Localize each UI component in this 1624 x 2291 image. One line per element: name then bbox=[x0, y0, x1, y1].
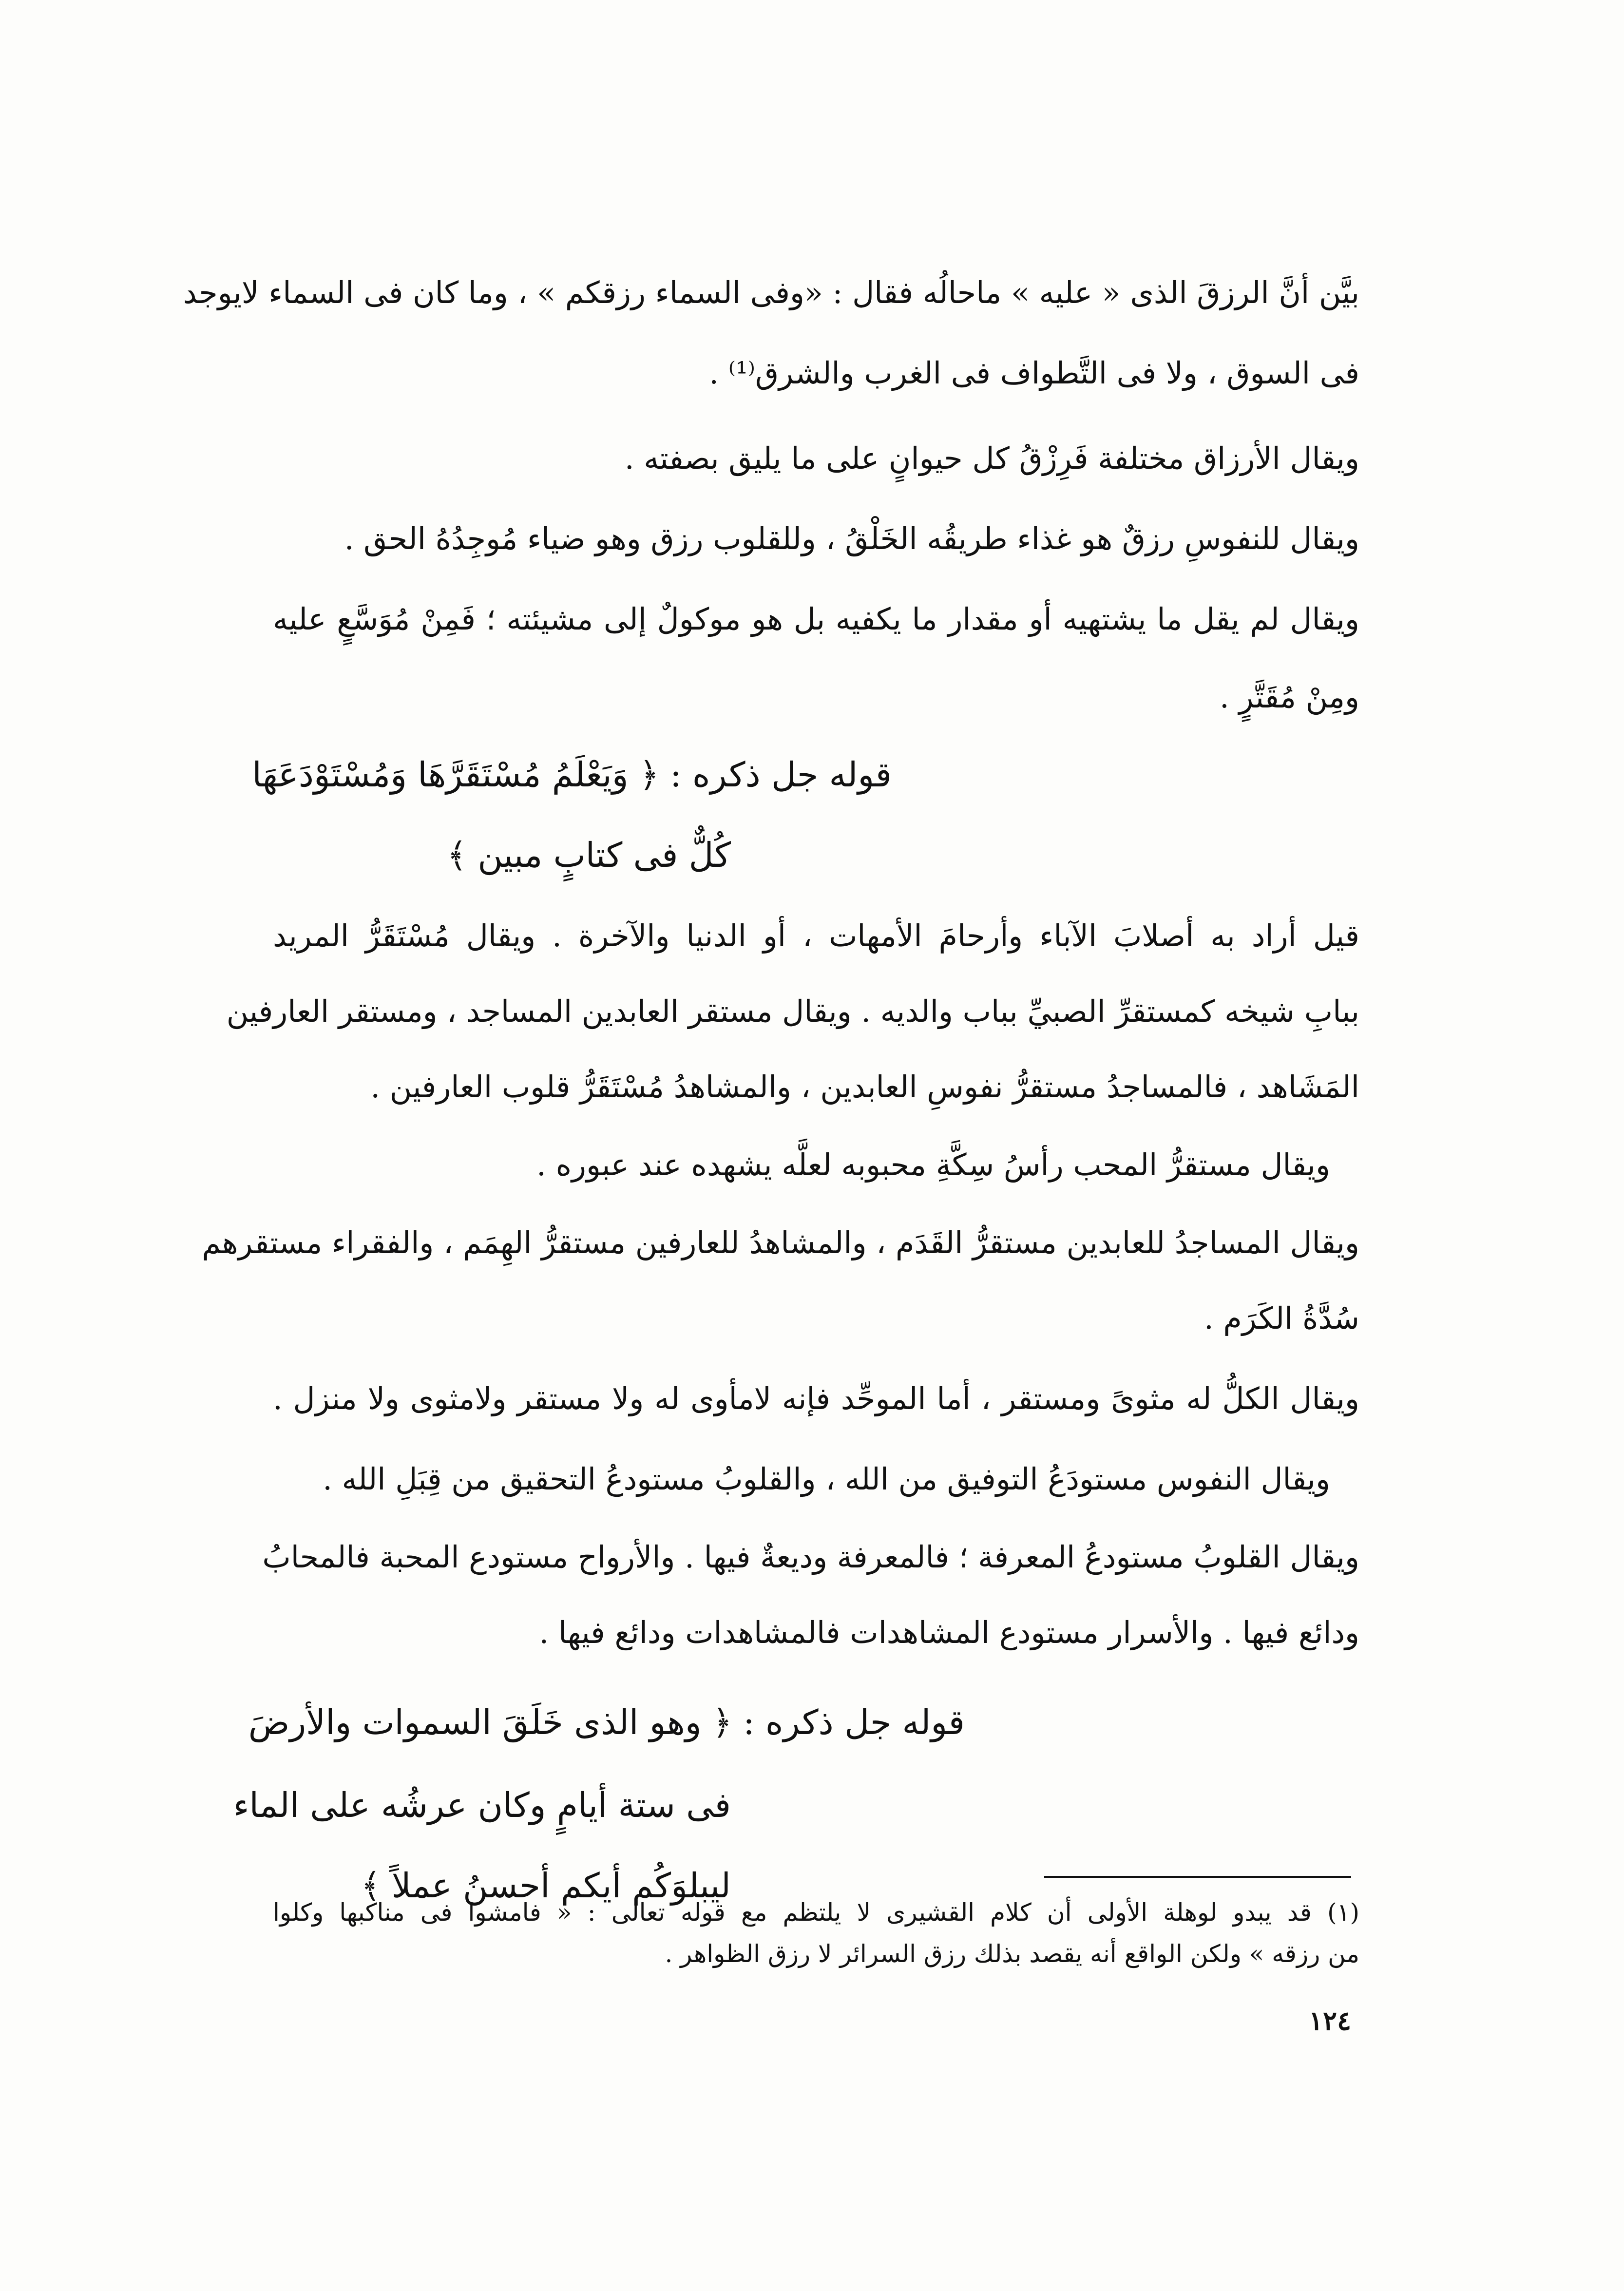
text-line: ببابِ شيخه كمستقرِّ الصبيِّ بباب والديه . ويقال مستقر العابدين المساجد ، ومستقر العارفين bbox=[226, 993, 1359, 1029]
text-line: قيل أراد به أصلابَ الآباء وأرحامَ الأمهات ، أو الدنيا والآخرة . ويقال مُسْتَقَرُّ المريد bbox=[273, 918, 1359, 954]
text-line: ويقال القلوبُ مستودعُ المعرفة ؛ فالمعرفة وديعةٌ فيها . والأرواح مستودع المحبة فالمحابُ bbox=[262, 1539, 1359, 1575]
verse-heading: قوله جل ذكره : ﴿ وَيَعْلَمُ مُسْتَقَرَّهَا وَمُسْتَوْدَعَهَا bbox=[252, 755, 892, 795]
page-number: ١٢٤ bbox=[1308, 2005, 1351, 2036]
verse-line: كُلٌّ فى كتابٍ مبين ﴾ bbox=[447, 835, 731, 875]
verse-line: ليبلوَكُم أيكم أحسنُ عملاً ﴾ bbox=[361, 1866, 731, 1906]
text-line: ويقال لم يقل ما يشتهيه أو مقدار ما يكفيه بل هو موكولٌ إلى مشيئته ؛ فَمِنْ مُوَسَّعٍ عليه bbox=[273, 601, 1359, 637]
text-line: ويقال مستقرُّ المحب رأسُ سِكَّةِ محبوبه لعلَّه يشهده عند عبوره . bbox=[536, 1147, 1330, 1183]
text-line: ويقال الكلُّ له مثوىً ومستقر ، أما الموحِّد فإنه لامأوى له ولا مستقر ولامثوى ولا منزل . bbox=[273, 1381, 1359, 1416]
text-line: فى السوق ، ولا فى التَّطواف فى الغرب والشرق⁽¹⁾ . bbox=[709, 355, 1359, 391]
footnote-divider bbox=[1044, 1876, 1351, 1878]
verse-heading: قوله جل ذكره : ﴿ وهو الذى خَلَقَ السموات والأرضَ bbox=[248, 1702, 965, 1742]
text-line: ومِنْ مُقَتَّرٍ . bbox=[1220, 679, 1359, 715]
text-line: ويقال للنفوسِ رزقٌ هو غذاء طريقُه الخَلْقُ ، وللقلوب رزق وهو ضياء مُوجِدُهُ الحق . bbox=[344, 521, 1359, 556]
footnote-line: (١) قد يبدو لوهلة الأولى أن كلام القشيرى لا يلتظم مع قوله تعالى : « فامشوا فى مناكبها وكلوا bbox=[273, 1898, 1359, 1927]
text-line: ويقال الأرزاق مختلفة فَرِزْقُ كل حيوانٍ على ما يليق بصفته . bbox=[624, 440, 1359, 476]
text-line: ويقال المساجدُ للعابدين مستقرُّ القَدَم ، والمشاهدُ للعارفين مستقرُّ الهِمَم ، والفقراء مستقرهم bbox=[202, 1225, 1359, 1260]
verse-line: فى ستة أيامٍ وكان عرشُه على الماء bbox=[233, 1785, 731, 1825]
text-line: المَشَاهد ، فالمساجدُ مستقرُّ نفوسِ العابدين ، والمشاهدُ مُسْتَقَرُّ قلوب العارفين . bbox=[370, 1069, 1359, 1105]
text-line: ويقال النفوس مستودَعُ التوفيق من الله ، والقلوبُ مستودعُ التحقيق من قِبَلِ الله . bbox=[323, 1461, 1330, 1497]
text-line: سُدَّةُ الكَرَم . bbox=[1204, 1300, 1359, 1336]
footnote-line: من رزقه » ولكن الواقع أنه يقصد بذلك رزق السرائر لا رزق الظواهر . bbox=[665, 1940, 1359, 1968]
text-line: بيَّن أنَّ الرزقَ الذى « عليه » ماحالُه فقال : «وفى السماء رزقكم » ، وما كان فى السماء لايوجد bbox=[183, 275, 1359, 310]
text-line: ودائع فيها . والأسرار مستودع المشاهدات فالمشاهدات ودائع فيها . bbox=[539, 1615, 1359, 1650]
